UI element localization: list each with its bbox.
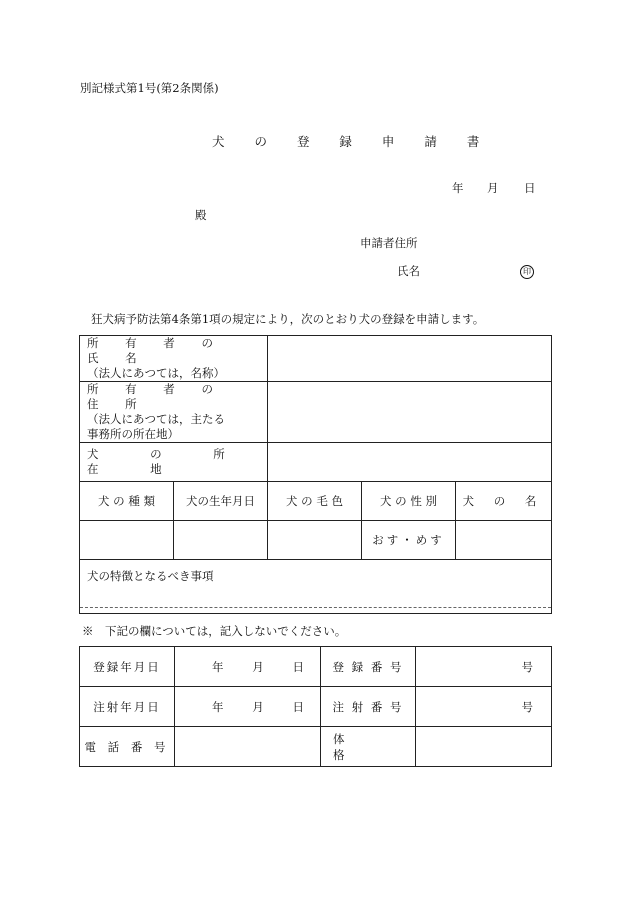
breed-field[interactable] [80,521,174,560]
inj-date-label: 注射年月日 [93,699,161,714]
page-title: 犬 の 登 録 申 請 書 [212,134,493,149]
color-field[interactable] [268,521,362,560]
seal-icon: 印 [520,265,534,279]
date-year-label: 年 [452,181,464,195]
build-label: 体 格 [333,731,379,762]
inj-number-field[interactable] [416,687,552,727]
sex-header [362,482,456,521]
birthdate-field[interactable] [174,521,268,560]
owner-name-field[interactable] [268,336,552,382]
reg-date-label: 登録年月日 [93,659,161,674]
reg-number-label: 登 録 番 号 [332,659,404,674]
registration-table [79,335,552,614]
owner-name-row [80,336,552,382]
reg-number-label-cell [321,647,416,687]
phone-field[interactable] [175,727,321,767]
color-header-label: 犬 の 毛 色 [286,494,343,508]
dog-location-field[interactable] [268,443,552,482]
owner-name-label: 所 有 者 の 氏 名 [87,336,225,365]
sex-field[interactable] [362,521,456,560]
build-field[interactable] [416,727,552,767]
features-field[interactable] [80,560,552,614]
owner-address-row [80,382,552,443]
cut-line-divider [80,607,551,608]
applicant-address-label: 申請者住所 [360,236,418,250]
inj-year-label: 年 [212,699,224,714]
owner-name-sublabel: （法人にあつては，名称） [87,366,225,380]
phone-build-row [80,727,552,767]
dog-name-header [456,482,552,521]
owner-address-sublabel-1: （法人にあつては，主たる [87,412,225,426]
applicant-name-label: 氏名 [397,264,420,278]
sex-header-label: 犬 の 性 別 [380,494,437,508]
inj-number-label-cell [321,687,416,727]
inj-number-label: 注 射 番 号 [332,699,404,714]
addressee-label: 殿 [195,208,207,222]
inj-date-field[interactable] [175,687,321,727]
inj-number-suffix: 号 [521,699,533,714]
seal-mark [520,263,534,279]
dog-details-input-row [80,521,552,560]
date-day-label: 日 [524,181,536,195]
owner-address-label-cell [80,382,268,443]
reg-year-label: 年 [212,659,224,674]
office-use-table [79,646,552,767]
breed-header [80,482,174,521]
inj-day-label: 日 [292,699,304,714]
breed-header-label: 犬 の 種 類 [98,494,155,508]
owner-address-sublabel-2: 事務所の所在地） [87,427,179,441]
dog-location-label: 犬 の 所 在 地 [87,447,249,476]
reg-date-label-cell [80,647,175,687]
owner-address-label: 所 有 者 の 住 所 [87,382,225,411]
inj-month-label: 月 [252,699,264,714]
dog-location-label-cell [80,443,268,482]
date-month-label: 月 [487,181,499,195]
phone-label: 電 話 番 号 [84,739,170,754]
dog-name-field[interactable] [456,521,552,560]
owner-address-field[interactable] [268,382,552,443]
reg-month-label: 月 [252,659,264,674]
inj-date-label-cell [80,687,175,727]
injection-row [80,687,552,727]
features-row [80,560,552,614]
reg-day-label: 日 [292,659,304,674]
owner-name-label-cell [80,336,268,382]
dog-details-header-row [80,482,552,521]
dog-location-row [80,443,552,482]
color-header [268,482,362,521]
phone-label-cell [80,727,175,767]
features-label: 犬の特徴となるべき事項 [87,569,214,583]
reg-number-suffix: 号 [521,659,533,674]
form-number: 別記様式第1号(第2条関係) [80,81,219,95]
sex-options-label: おす・めす [372,533,445,547]
reg-date-field[interactable] [175,647,321,687]
birthdate-header-label: 犬の生年月日 [186,494,255,508]
office-use-notice: ※ 下記の欄については，記入しないでください。 [82,624,347,638]
registration-row [80,647,552,687]
birthdate-header [174,482,268,521]
build-label-cell [321,727,416,767]
reg-number-field[interactable] [416,647,552,687]
dog-name-header-label: 犬 の 名 [462,494,545,508]
statement-text: 狂犬病予防法第4条第1項の規定により，次のとおり犬の登録を申請します。 [91,312,485,326]
